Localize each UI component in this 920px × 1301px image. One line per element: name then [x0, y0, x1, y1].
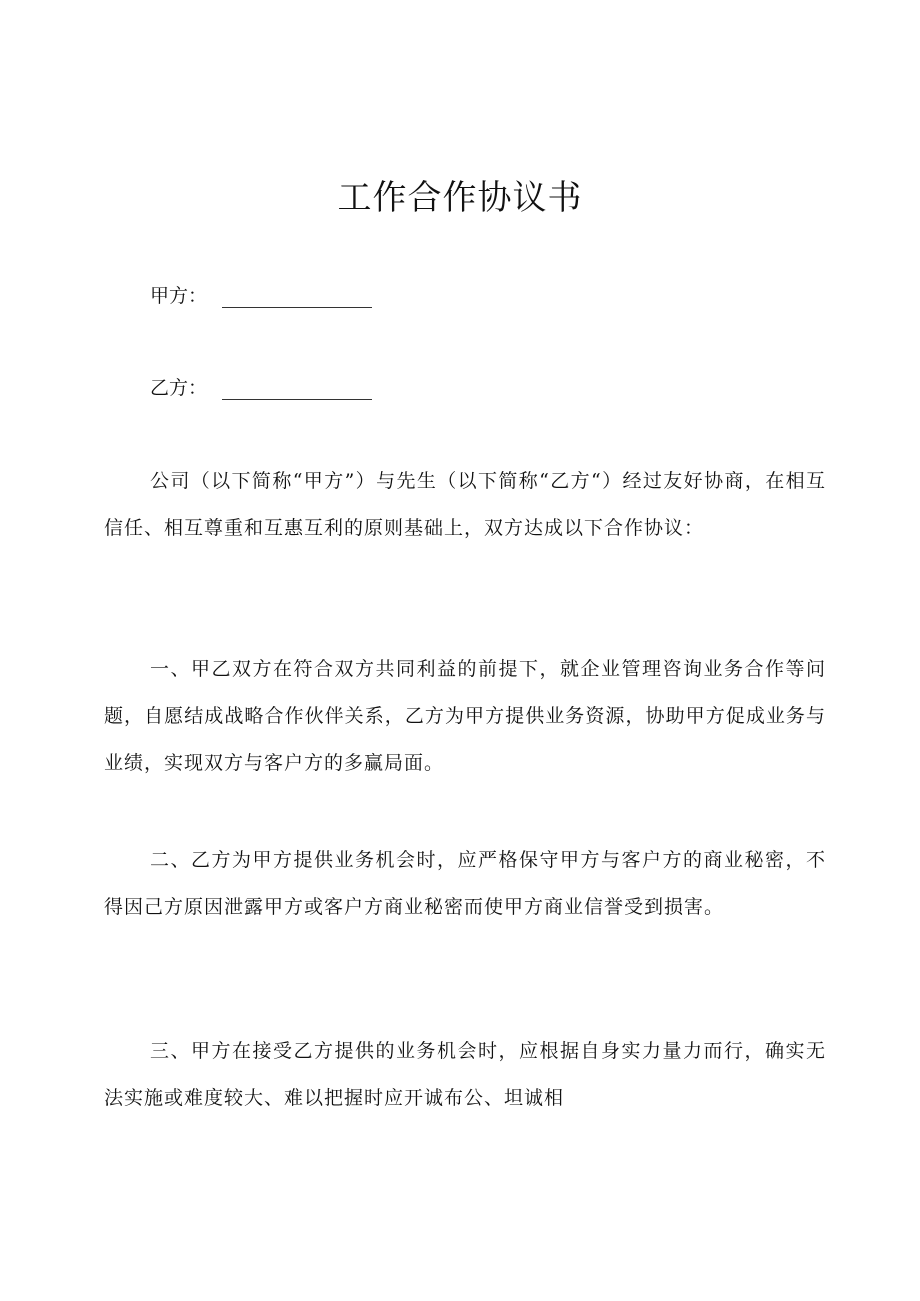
party-a-label: 甲方： [150, 285, 208, 307]
party-b-blank [222, 382, 372, 400]
intro-paragraph: 公司（以下简称“甲方”）与先生（以下简称“乙方“）经过友好协商，在相互信任、相互尊重和互惠互利的原则基础上，双方达成以下合作协议： [104, 470, 826, 539]
party-b-line [150, 376, 372, 400]
document-title: 工作合作协议书 [337, 178, 583, 218]
clause-3: 三、甲方在接受乙方提供的业务机会时，应根据自身实力量力而行，确实无法实施或难度较大、难以把握时应开诚布公、坦诚相 [104, 1040, 826, 1109]
clause-2: 二、乙方为甲方提供业务机会时，应严格保守甲方与客户方的商业秘密，不得因己方原因泄露甲方或客户方商业秘密而使甲方商业信誉受到损害。 [104, 849, 826, 918]
party-b-label: 乙方： [150, 377, 208, 399]
party-a-line [150, 284, 372, 308]
clause-1: 一、甲乙双方在符合双方共同利益的前提下，就企业管理咨询业务合作等问题，自愿结成战略合作伙伴关系，乙方为甲方提供业务资源，协助甲方促成业务与业绩，实现双方与客户方的多赢局面。 [104, 658, 826, 774]
party-a-blank [222, 290, 372, 308]
